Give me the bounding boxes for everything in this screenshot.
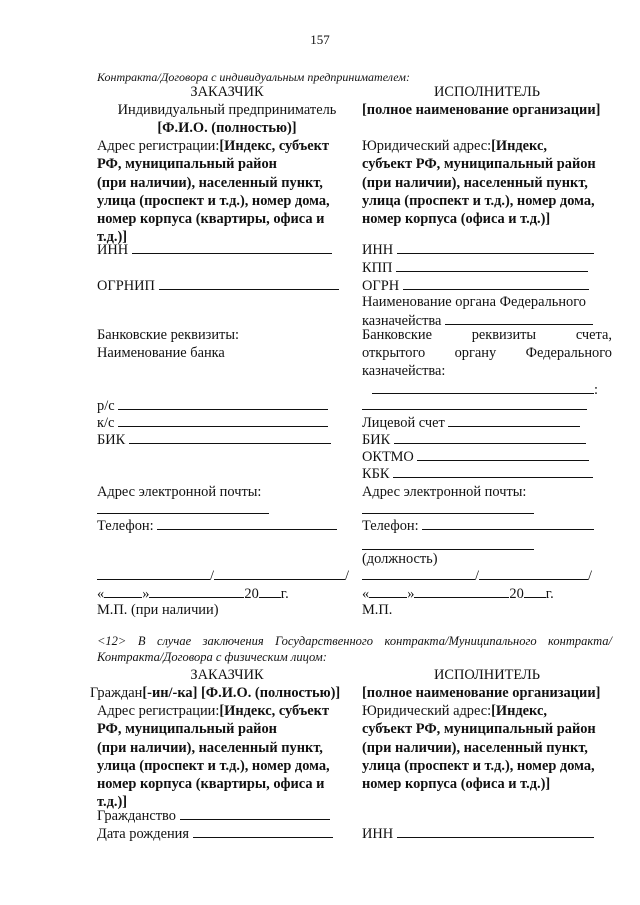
s2-contractor-inn-label: ИНН: [362, 826, 394, 842]
customer-bik-field[interactable]: [97, 430, 331, 449]
s2-customer-address: [97, 702, 330, 812]
s2-customer-address-line: (при наличии), населенный пункт,: [97, 739, 323, 756]
customer-header: ЗАКАЗЧИК: [190, 84, 264, 100]
contractor-oktmo-blank[interactable]: [417, 447, 589, 461]
contractor-kpp-blank[interactable]: [396, 258, 588, 272]
customer-ogrnip-field[interactable]: [97, 276, 339, 295]
customer-year-blank[interactable]: [259, 584, 281, 598]
customer-ks-label: к/с: [97, 415, 115, 431]
colon: :: [594, 382, 598, 398]
slash: /: [345, 568, 349, 584]
contractor-month-blank[interactable]: [414, 584, 509, 598]
slash: /: [475, 568, 479, 584]
contractor-treasury-label: Наименование органа Федерального: [362, 294, 586, 310]
quote-open: «: [362, 586, 370, 602]
contractor-year-blank[interactable]: [524, 584, 546, 598]
s2-customer-header: ЗАКАЗЧИК: [190, 667, 264, 683]
quote-close: »: [407, 586, 415, 602]
customer-rs-blank[interactable]: [118, 396, 328, 410]
customer-ks-blank[interactable]: [118, 413, 328, 427]
contractor-bank-label: Банковские реквизиты счета,: [362, 327, 612, 343]
contractor-treasury-account-blank[interactable]: [372, 380, 594, 394]
customer-bank-label: Банковские реквизиты:: [97, 327, 239, 343]
contractor-position-label: (должность): [362, 551, 438, 567]
contractor-phone-blank[interactable]: [422, 516, 594, 530]
contractor-treasury-blank[interactable]: [445, 311, 593, 325]
s2-customer-address-label: Адрес регистрации:: [97, 703, 220, 719]
contractor-kbk-blank[interactable]: [393, 464, 593, 478]
customer-ogrnip-blank[interactable]: [159, 276, 339, 290]
contractor-address-line: (при наличии), населенный пункт,: [362, 174, 588, 191]
customer-ogrnip-label: ОГРНИП: [97, 278, 155, 294]
contractor-position-blank[interactable]: [362, 536, 534, 550]
customer-email-blank[interactable]: [97, 500, 269, 514]
customer-inn-label: ИНН: [97, 242, 129, 258]
contractor-phone-field[interactable]: [362, 516, 594, 535]
s2-customer-name: [90, 684, 340, 702]
s2-customer-address-line: [Индекс, субъект: [219, 703, 330, 719]
customer-signature-name-blank[interactable]: [214, 566, 345, 580]
contractor-bik-blank[interactable]: [394, 430, 586, 444]
contractor-phone-label: Телефон:: [362, 518, 419, 534]
s2-birth-date-label: Дата рождения: [97, 826, 189, 842]
contractor-email-blank[interactable]: [362, 500, 534, 514]
contractor-address: [362, 137, 596, 228]
customer-address-line: номер корпуса (квартиры, офиса и: [97, 211, 325, 228]
customer-rs-label: р/с: [97, 398, 115, 414]
s2-contractor-address-line: (при наличии), населенный пункт,: [362, 739, 588, 756]
contractor-address-line: улица (проспект и т.д.), номер дома,: [362, 192, 595, 209]
contractor-header: ИСПОЛНИТЕЛЬ: [433, 84, 541, 100]
s2-contractor-address-line: [Индекс,: [491, 703, 547, 719]
contractor-signature-blank[interactable]: [362, 566, 475, 580]
contractor-org-name: [полное наименование организации]: [362, 102, 601, 118]
s2-contractor-header: ИСПОЛНИТЕЛЬ: [433, 667, 541, 683]
s2-citizenship-label: Гражданство: [97, 808, 176, 824]
contractor-personal-account-label: Лицевой счет: [362, 415, 445, 431]
year-suffix: г.: [545, 586, 554, 602]
s2-contractor-address-line: улица (проспект и т.д.), номер дома,: [362, 757, 595, 774]
customer-bik-blank[interactable]: [129, 430, 331, 444]
customer-seal: М.П. (при наличии): [97, 602, 219, 618]
contractor-address-label: Юридический адрес:: [362, 138, 492, 154]
customer-email-label: Адрес электронной почты:: [97, 484, 262, 500]
customer-bik-label: БИК: [97, 432, 126, 448]
s2-customer-address-line: улица (проспект и т.д.), номер дома,: [97, 757, 330, 774]
customer-inn-blank[interactable]: [132, 240, 332, 254]
contractor-signature-name-blank[interactable]: [479, 566, 588, 580]
s2-contractor-inn-blank[interactable]: [397, 824, 594, 838]
s2-contractor-address-label: Юридический адрес:: [362, 703, 492, 719]
contractor-inn-blank[interactable]: [397, 240, 594, 254]
customer-inn-field[interactable]: [97, 240, 332, 259]
contractor-inn-field[interactable]: [362, 240, 594, 259]
contractor-day-blank[interactable]: [369, 584, 407, 598]
contractor-bik-label: БИК: [362, 432, 391, 448]
contractor-account-blank[interactable]: [362, 396, 587, 410]
year-prefix: 20: [244, 586, 259, 602]
s2-customer-address-line: т.д.)]: [97, 794, 128, 811]
quote-open: «: [97, 586, 105, 602]
contractor-kbk-field[interactable]: [362, 464, 593, 483]
s2-customer-name-prefix: Граждан: [90, 685, 143, 701]
contractor-address-line: номер корпуса (офиса и т.д.)]: [362, 211, 551, 228]
customer-phone-blank[interactable]: [157, 516, 337, 530]
customer-address: [97, 137, 330, 247]
contractor-signature-field[interactable]: [362, 566, 592, 585]
contractor-ogrn-blank[interactable]: [403, 276, 589, 290]
s2-customer-address-line: номер корпуса (квартиры, офиса и: [97, 776, 325, 793]
customer-signature-blank[interactable]: [97, 566, 210, 580]
customer-name-line1: Индивидуальный предприниматель: [117, 102, 337, 118]
contractor-ogrn-label: ОГРН: [362, 278, 400, 294]
s2-contractor-address: [362, 702, 596, 793]
contractor-bank-label3: казначейства:: [362, 363, 446, 379]
customer-address-label: Адрес регистрации:: [97, 138, 220, 154]
customer-address-line: РФ, муниципальный район: [97, 156, 277, 173]
customer-bank-name: Наименование банка: [97, 345, 225, 361]
customer-month-blank[interactable]: [149, 584, 244, 598]
footnote-line2: Контракта/Договора с физическим лицом:: [97, 650, 327, 664]
customer-name-line2: [Ф.И.О. (полностью)]: [157, 120, 297, 136]
customer-signature-field[interactable]: [97, 566, 349, 585]
contractor-inn-label: ИНН: [362, 242, 394, 258]
s2-birth-date-blank[interactable]: [193, 824, 333, 838]
customer-address-line: [Индекс, субъект: [219, 138, 330, 154]
customer-phone-label: Телефон:: [97, 518, 154, 534]
s2-contractor-org-name: [полное наименование организации]: [362, 685, 601, 701]
customer-address-line: улица (проспект и т.д.), номер дома,: [97, 192, 330, 209]
quote-close: »: [142, 586, 150, 602]
contractor-kbk-label: КБК: [362, 466, 390, 482]
contractor-address-line: [Индекс,: [491, 138, 547, 154]
customer-address-line: (при наличии), населенный пункт,: [97, 174, 323, 191]
contractor-address-line: субъект РФ, муниципальный район: [362, 156, 596, 173]
contractor-kpp-field[interactable]: [362, 258, 588, 277]
section1-intro: Контракта/Договора с индивидуальным предпринимателем:: [97, 70, 410, 84]
s2-birth-date-field[interactable]: [97, 824, 333, 843]
page-number: 157: [310, 32, 330, 47]
s2-contractor-address-line: номер корпуса (офиса и т.д.)]: [362, 776, 551, 793]
s2-contractor-inn-field[interactable]: [362, 824, 594, 843]
contractor-personal-account-blank[interactable]: [448, 413, 580, 427]
year-suffix: г.: [280, 586, 289, 602]
s2-contractor-address-line: субъект РФ, муниципальный район: [362, 721, 596, 738]
contractor-oktmo-label: ОКТМО: [362, 449, 414, 465]
customer-day-blank[interactable]: [104, 584, 142, 598]
footnote-line1: <12> В случае заключения Государственного контракта/Муниципального контракта/: [97, 634, 612, 648]
s2-customer-name-bold: [-ин/-ка] [Ф.И.О. (полностью)]: [142, 685, 341, 701]
customer-address-line: т.д.)]: [97, 229, 128, 246]
contractor-bank-label2: открытого органу Федерального: [362, 345, 612, 361]
contractor-treasury-label2: казначейства: [362, 313, 442, 329]
contractor-seal: М.П.: [362, 602, 393, 618]
contractor-email-label: Адрес электронной почты:: [362, 484, 527, 500]
contractor-kpp-label: КПП: [362, 260, 393, 276]
s2-citizenship-blank[interactable]: [180, 806, 330, 820]
year-prefix: 20: [509, 586, 524, 602]
s2-citizenship-field[interactable]: [97, 806, 330, 825]
slash: /: [210, 568, 214, 584]
slash: /: [588, 568, 592, 584]
s2-customer-address-line: РФ, муниципальный район: [97, 721, 277, 738]
customer-phone-field[interactable]: [97, 516, 337, 535]
